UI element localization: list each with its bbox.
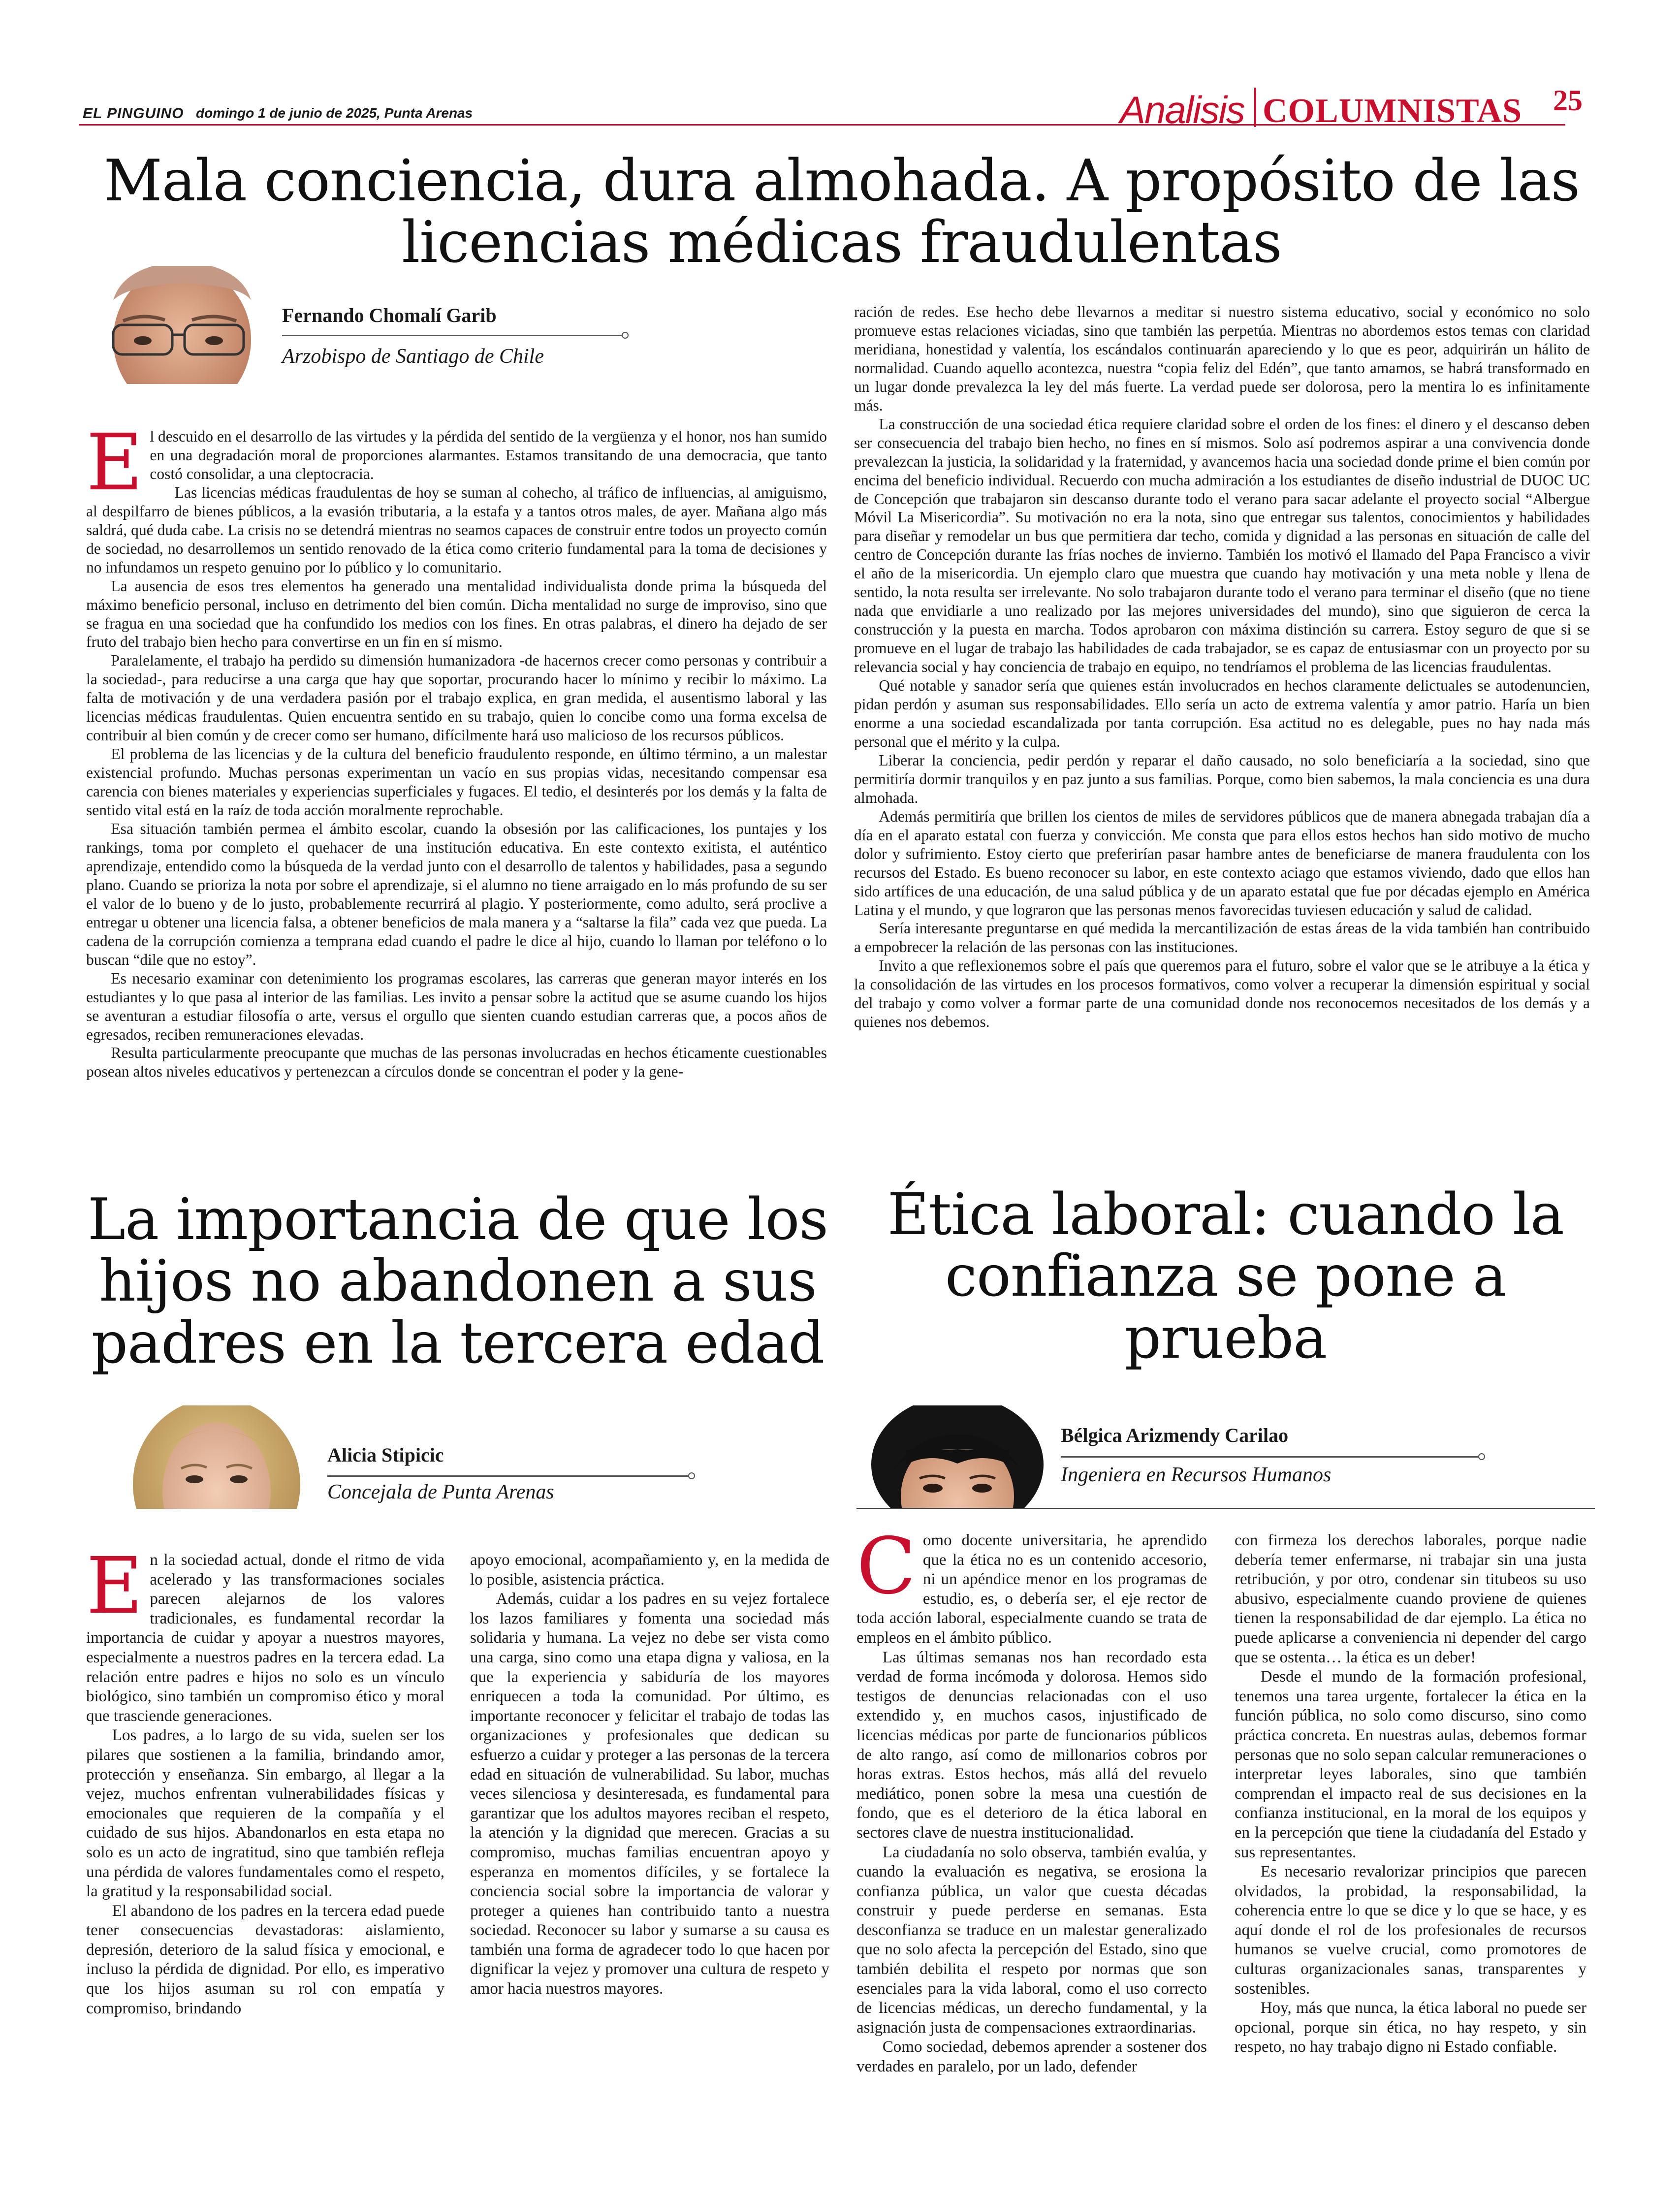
paragraph: Desde el mundo de la formación profesional, tenemos una tarea urgente, fortalecer la ética en la función pública, no solo como discurso, sino como práctica concreta. En nuestras aulas, debemos formar personas que no solo sepan calcular remuneraciones o interpretar leyes laborales, sino que también comprendan el impacto real de sus decisiones en la confianza institucional, en la moral de los equipos y en la percepción que tiene la ciudadanía del Estado y sus representantes. xyxy=(1235,1668,1586,1861)
article3-author-role: Ingeniera en Recursos Humanos xyxy=(1061,1464,1331,1486)
section-separator xyxy=(1254,88,1256,127)
newspaper-name: EL PINGUINO xyxy=(83,105,184,122)
article2-dropcap: E xyxy=(86,1541,143,1631)
paragraph: Invito a que reflexionemos sobre el país que queremos para el futuro, sobre el valor que se le atribuye a la ética y la consolidación de las virtudes en los procesos formativos, como volver a recuperar la dimensión espiritual y social del trabajo y como volver a formar parte de una comunidad donde nos reconocemos necesitados de los demás y a quienes nos debemos. xyxy=(854,957,1590,1031)
article1-author: Fernando Chomalí Garib xyxy=(282,304,497,326)
section-tag: Analisis xyxy=(1120,88,1244,131)
paragraph: Sería interesante preguntarse en qué medida la mercantilización de estas áreas de la vida también han contribuido a empobrecer la relación de las personas con las instituciones. xyxy=(854,920,1590,956)
article3-dropcap: C xyxy=(856,1521,916,1612)
paragraph: Además, cuidar a los padres en su vejez fortalece los lazos familiares y fomenta una sociedad más solidaria y humana. La vejez no debe ser vista como una carga, sino como una etapa digna y valiosa, en la que la experiencia y sabiduría de los mayores enriquecen a toda la comunidad. Por último, es importante reconocer y felicitar el trabajo de todas las organizaciones y profesionales que dedican su esfuerzo a cuidar y proteger a las personas de la tercera edad en situación de vulnerabilidad. Su labor, muchas veces silenciosa y desinteresada, es fundamental para garantizar que los adultos mayores reciban el respeto, la atención y la dignidad que merecen. Gracias a su compromiso, muchas familias encuentran apoyo y esperanza en momentos difíciles, y se fortalece la conciencia social sobre la importancia de valorar y proteger a quienes han contribuido tanto a nuestra sociedad. Reconocer su labor y sumarse a su causa es también una forma de agradecer todo lo que hacen por dignificar la vejez y promover una cultura de respeto y amor hacia nuestros mayores. xyxy=(470,1590,829,1998)
paragraph: Esa situación también permea el ámbito escolar, cuando la obsesión por las calificaciones, los puntajes y los rankings, toma por completo el quehacer de una institución educativa. En este contexto exitista, el auténtico aprendizaje, entendido como la búsqueda de la verdad junto con el desarrollo de talentos y habilidades, pasa a segundo plano. Cuando se prioriza la nota por sobre el aprendizaje, si el alumno no tiene arraigado en lo más profundo de su ser el valor de lo bueno y de lo justo, probablemente recurrirá al plagio. Y posteriormente, como adulto, será proclive a entregar u obtener una licencia falsa, a obtener beneficios de mala manera y a “saltarse la fila” cada vez que pueda. La cadena de la corrupción comienza a temprana edad cuando el padre le dice al hijo, cuando lo llaman por teléfono o lo buscan “dile que no estoy”. xyxy=(86,820,827,968)
paragraph: Es necesario examinar con detenimiento los programas escolares, las carreras que generan mayor interés en los estudiantes y lo que pasa al interior de las familias. Les invito a pensar sobre la actitud que se asume cuando los hijos se aventuran a estudiar filosofía o arte, versus el orgullo que sienten cuando estudian carreras que, a pocos años de egresados, reciben remuneraciones elevadas. xyxy=(86,969,827,1043)
paragraph: Es necesario revalorizar principios que parecen olvidados, la probidad, la responsabilidad, la coherencia entre lo que se dice y lo que se hace, y es aquí donde el rol de los profesionales de recursos humanos se vuelve crucial, como promotores de culturas organizacionales sanas, transparentes y sostenibles. xyxy=(1235,1863,1586,1998)
page-number: 25 xyxy=(1553,84,1583,117)
paragraph: Los padres, a lo largo de su vida, suelen ser los pilares que sostienen a la familia, brindando amor, protección y enseñanza. Sin embargo, al llegar a la vejez, muchos enfrentan vulnerabilidades físicas y emocionales que requieren de la compañía y el cuidado de sus hijos. Abandonarlos en esta etapa no solo es un acto de ingratitud, sino que también refleja una pérdida de valores fundamentales como el respeto, la gratitud y la responsabilidad social. xyxy=(86,1726,444,1901)
article2-byline-rule xyxy=(327,1475,689,1477)
paragraph: Qué notable y sanador sería que quienes están involucrados en hechos claramente delictuales se autodenuncien, pidan perdón y asuman sus responsabilidades. Ello sería un acto de extrema valentía y amor patrio. Haría un bien enorme a una sociedad escandalizada por tanta corrupción. Esa actitud no es delegable, pues no hay nada más personal que el mérito y la culpa. xyxy=(854,677,1590,750)
article1-column-left xyxy=(86,417,827,1081)
article3-byline-rule xyxy=(1061,1456,1479,1458)
paragraph: apoyo emocional, acompañamiento y, en la medida de lo posible, asistencia práctica. xyxy=(470,1551,829,1589)
paragraph: Hoy, más que nunca, la ética laboral no puede ser opcional, porque sin ética, no hay respeto, y sin respeto, no hay trabajo digno ni Estado confiable. xyxy=(1235,1999,1586,2056)
paragraph: con firmeza los derechos laborales, porque nadie debería temer enfermarse, ni trabajar sin una justa retribución, y por otro, condenar sin titubeos su uso abusivo, especialmente cuando proviene de quienes tienen la responsabilidad de dar ejemplo. La ética no puede aplicarse a conveniencia ni depender del cargo que se ostenta… la ética es un deber! xyxy=(1235,1531,1586,1666)
issue-date: domingo 1 de junio de 2025, Punta Arenas xyxy=(196,105,473,121)
paragraph: La construcción de una sociedad ética requiere claridad sobre el orden de los fines: el dinero y el descanso deben ser consecuencia del trabajo bien hecho, no fines en sí mismos. Solo así podremos aspirar a una convivencia donde prevalezcan la justicia, la solidaridad y la fraternidad, y avancemos hacia una sociedad donde prime el bien común por encima del beneficio individual. Recuerdo con mucha admiración a los estudiantes de diseño industrial de DUOC UC de Concepción que trabajaron sin descanso durante todo el verano para sacar adelante el proyecto social “Albergue Móvil La Misericordia”. Su motivación no era la nota, sino que entregar sus talentos, conocimientos y habilidades para diseñar y remodelar un bus que permitiera dar techo, comida y dignidad a las personas en situación de calle del centro de Concepción durante las frías noches de invierno. También los motivó el llamado del Papa Francisco a vivir el año de la misericordia. Un ejemplo claro que muestra que cuando hay motivación y una meta noble y llena de sentido, la nota resulta ser irrelevante. No solo trabajaron durante todo el verano para terminar el diseño (que no tiene nada que envidiarle a uno realizado por las mejores universidades del mundo), sino que siguieron de cerca la construcción y la puesta en marcha. Todos aprobaron con máxima distinción su carrera. Estoy seguro de que si se promueve en el lugar de trabajo las habilidades de cada trabajador, se es capaz de entusiasmar con un proyecto por su relevancia social y hay conciencia de trabajo en equipo, no tendríamos el problema de las licencias fraudulentas. xyxy=(854,415,1590,676)
paragraph: La ciudadanía no solo observa, también evalúa, y cuando la evaluación es negativa, se erosiona la confianza pública, un valor que cuesta décadas construir y puede perderse en semanas. Esta desconfianza se traduce en un malestar generalizado que no solo afecta la percepción del Estado, sino que también debilita el respeto por normas que son esenciales para la vida laboral, como el uso correcto de licencias médicas, un derecho fundamental, y la asignación justa de compensaciones extraordinarias. xyxy=(856,1843,1207,2037)
article2-column-2 xyxy=(470,1551,829,1999)
article2-column-1 xyxy=(86,1541,444,2018)
article1-dropcap: E xyxy=(86,417,143,508)
article2-author-photo xyxy=(133,1405,300,1509)
article1-author-role: Arzobispo de Santiago de Chile xyxy=(282,345,544,368)
paragraph: omo docente universitaria, he aprendido que la ética no es un contenido accesorio, ni un apéndice menor en los programas de estudio, es, o debería ser, el eje rector de toda acción laboral, especialmente cuando se trata de empleos en el ámbito público. xyxy=(856,1531,1207,1647)
paragraph: ración de redes. Ese hecho debe llevarnos a meditar si nuestro sistema educativo, social y económico no solo promueve estas relaciones viciadas, sino que también las perpetúa. Mientras no abordemos estos temas con claridad meridiana, honestidad y valentía, los escándalos continuarán apareciendo y lo que es peor, adquirirán un hálito de normalidad. Cuando aquello acontezca, nuestra “copia feliz del Edén”, que tanto amamos, se habrá transformado en un lugar donde prevalezca la ley del más fuerte. La verdad puede ser dolorosa, pero la mentira lo es infinitamente más. xyxy=(854,303,1590,414)
paragraph: Liberar la conciencia, pedir perdón y reparar el daño causado, no solo beneficiaría a la sociedad, sino que permitiría dormir tranquilos y en paz junto a sus familias. Porque, como bien sabemos, la mala conciencia es una dura almohada. xyxy=(854,751,1590,806)
article3-photo-base-rule xyxy=(856,1508,1595,1509)
paragraph: La ausencia de esos tres elementos ha generado una mentalidad individualista donde prima la búsqueda del máximo beneficio personal, incluso en detrimento del bien común. Dicha mentalidad no surge de improviso, sino que se fragua en una sociedad que ha confundido los medios con los fines. En otras palabras, el dinero ha dejado de ser fruto del trabajo bien hecho para convertirse en un fin en sí mismo. xyxy=(86,577,827,651)
paragraph: El problema de las licencias y de la cultura del beneficio fraudulento responde, en último término, a un malestar existencial profundo. Muchas personas experimentan un vacío en sus propias vidas, necesitando compensar esa carencia con bienes materiales y experiencias superficiales y fugaces. El tedio, el desinterés por los demás y la falta de sentido vital está en la raíz de toda acción moralmente reprochable. xyxy=(86,745,827,819)
article1-column-right xyxy=(854,303,1590,1031)
article1-rule-dot xyxy=(622,332,629,339)
article3-author-photo xyxy=(866,1405,1048,1509)
paragraph: Además permitiría que brillen los cientos de miles de servidores públicos que de manera abnegada trabajan día a día en el aparato estatal con fuerza y convicción. Me consta que para ellos estos hechos han sido motivo de mucho dolor y sufrimiento. Estoy cierto que preferirían pasar hambre antes de beneficiarse de manera fraudulenta con los recursos del Estado. Es bueno reconocer su labor, en este contexto aciago que estamos viviendo, dado que ellos han sido artífices de una educación, de una salud pública y de un aparato estatal que fue por décadas ejemplo en América Latina y el mundo, y que lograron que las personas menos favorecidas tuviesen educación y salud de calidad. xyxy=(854,807,1590,919)
article3-rule-dot xyxy=(1478,1453,1485,1460)
paragraph: n la sociedad actual, donde el ritmo de vida acelerado y las transformaciones sociales parecen alejarnos de los valores tradicionales, es fundamental recordar la importancia de cuidar y apoyar a nuestros mayores, especialmente a nuestros padres en la tercera edad. La relación entre padres e hijos no solo es un vínculo biológico, sino también un compromiso ético y moral que trasciende generaciones. xyxy=(86,1551,444,1725)
article2-author: Alicia Stipicic xyxy=(327,1444,444,1466)
paragraph: Las últimas semanas nos han recordado esta verdad de forma incómoda y dolorosa. Hemos sido testigos de denuncias relacionadas con el uso extendido y, en muchos casos, injustificado de licencias médicas por parte de funcionarios públicos de alto rango, así como de millonarios cobros por horas extras. Estos hechos, más allá del revuelo mediático, ponen sobre la mesa una cuestión de fondo, que es el deterioro de la ética laboral en sectores clave de nuestra institucionalidad. xyxy=(856,1648,1207,1842)
article3-headline: Ética laboral: cuando la confianza se pone a prueba xyxy=(887,1181,1564,1371)
article1-author-photo xyxy=(94,266,261,384)
paragraph: El abandono de los padres en la tercera edad puede tener consecuencias devastadoras: aislamiento, depresión, deterioro de la salud física y emocional, e incluso la pérdida de dignidad. Por ello, es imperativo que los hijos asuman su rol con empatía y compromiso, brindando xyxy=(86,1902,444,2017)
article2-rule-dot xyxy=(688,1472,695,1479)
article3-author: Bélgica Arizmendy Carilao xyxy=(1061,1424,1289,1446)
paragraph: Las licencias médicas fraudulentas de hoy se suman al cohecho, al tráfico de influencias, al amiguismo, al despilfarro de bienes públicos, a la evasión tributaria, a la estafa y a tantos otros males, de ayer. Mañana algo más saldrá, qué duda cabe. La crisis no se detendrá mientras no seamos capaces de construir entre todos un proyecto común de sociedad, no desarrollemos un sentido renovado de la ética como criterio fundamental para la toma de decisiones y no infundamos un respeto genuino por lo público y lo comunitario. xyxy=(86,483,827,576)
paragraph: l descuido en el desarrollo de las virtudes y la pérdida del sentido de la vergüenza y el honor, nos han sumido en una degradación moral de proporciones alarmantes. Estamos transitando de una democracia, que tanto costó consolidar, a una cleptocracia. xyxy=(150,428,827,482)
section-name: COLUMNISTAS xyxy=(1263,92,1522,130)
article1-byline-rule xyxy=(282,335,622,336)
article3-column-2 xyxy=(1235,1531,1586,2057)
article2-author-role: Concejala de Punta Arenas xyxy=(327,1481,554,1503)
paragraph: Resulta particularmente preocupante que muchas de las personas involucradas en hechos éticamente cuestionables posean altos niveles educativos y pertenezcan a círculos donde se concentran el poder y la gene- xyxy=(86,1044,827,1081)
paragraph: Paralelamente, el trabajo ha perdido su dimensión humanizadora -de hacernos crecer como personas y contribuir a la sociedad-, para reducirse a una carga que hay que soportar, procurando hacer lo mínimo y recibir lo máximo. La falta de motivación y de una verdadera pasión por el trabajo explica, en gran medida, el ausentismo laboral y las licencias médicas fraudulentas. Quien encuentra sentido en su trabajo, quien lo concibe como una forma excelsa de contribuir al bien común y de crecer como ser humano, difícilmente hará uso malicioso de los recursos públicos. xyxy=(86,652,827,744)
article1-headline: Mala conciencia, dura almohada. A propósito de las licencias médicas fraudulentas xyxy=(103,148,1580,276)
paragraph: Como sociedad, debemos aprender a sostener dos verdades en paralelo, por un lado, defender xyxy=(856,2038,1207,2076)
article3-column-1 xyxy=(856,1521,1207,2077)
article2-headline: La importancia de que los hijos no abandonen a sus padres en la tercera edad xyxy=(87,1186,828,1376)
